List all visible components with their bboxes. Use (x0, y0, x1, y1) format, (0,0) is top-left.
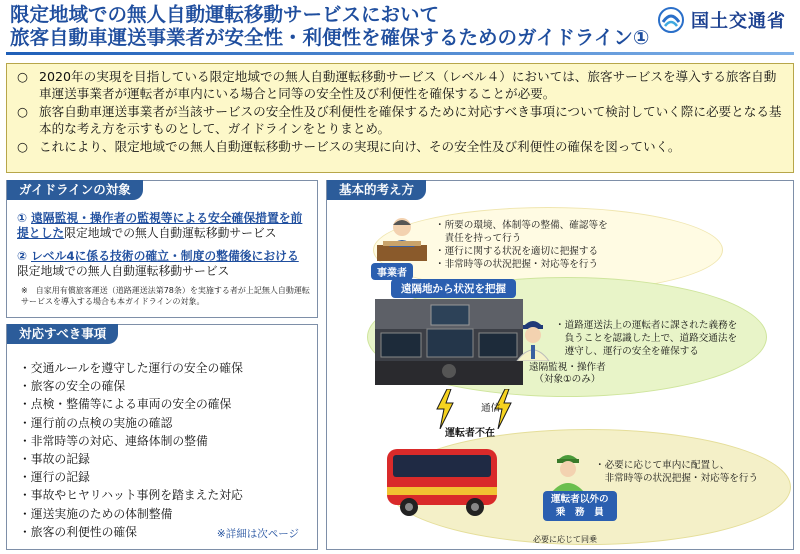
operator-label: 事業者 (371, 263, 413, 280)
crew-description (595, 459, 795, 485)
list-item: ・運行の記録 (19, 470, 90, 485)
desc-line: 非常時等の状況把握・対応等を行う (595, 473, 759, 484)
panel-title: ガイドラインの対象 (7, 180, 143, 200)
target-highlight: レベル4に係る技術の確立・制度の整備後における (31, 249, 299, 263)
operator-description (435, 219, 645, 271)
label-line: 運転者以外の (551, 494, 609, 505)
list-item: ・運行前の点検の実施の確認 (19, 415, 173, 430)
ministry-name: 国土交通省 (691, 11, 786, 32)
target-note: ※ 自家用有償旅客運送（道路運送法第78条）を実施する者が上記無人自動運転サービスを導入する場合も本ガイドラインの対象。 (21, 286, 310, 306)
target-rest: 限定地域での無人自動運転移動サービス (17, 264, 230, 278)
no-driver-label: 運転者不在 (445, 428, 495, 439)
list-item: ・運送実施のための体制整備 (19, 506, 173, 521)
target-rest: 限定地域での無人自動運転移動サービス (64, 226, 277, 240)
desc-line: ・必要に応じて車内に配置し、 (595, 460, 730, 471)
intro-item (17, 138, 783, 155)
panel-title: 対応すべき事項 (7, 324, 118, 344)
intro-text: 2020年の実現を目指している限定地域での無人自動運転移動サービス（レベル４）においては、旅客サービスを導入する旅客自動車運送事業者が運転者が車内にいる場合と同等の安全性及び利便性を確保することが必要。 (39, 69, 777, 101)
bullet-circle-icon: ○ (17, 104, 28, 119)
intro-text: 旅客自動車運送事業者が当該サービスの安全性及び利便性を確保するために対応すべき事項について検討していく際に必要となる基本的な考え方を示すものとして、ガイドラインをとりまとめ。 (39, 104, 782, 136)
target-number: ① (17, 211, 27, 225)
list-item: ・旅客の利便性の確保 (19, 524, 137, 539)
page-title-line-1: 限定地域での無人自動運転移動サービスにおいて (10, 3, 440, 26)
remote-operator-description (555, 319, 785, 358)
intro-text: これにより、限定地域での無人自動運転移動サービスの実現に向け、その安全性及び利便性の確保を図っていく。 (39, 139, 681, 154)
bullet-circle-icon: ○ (17, 139, 28, 154)
bullet-circle-icon: ○ (17, 69, 28, 84)
page-title-line-2: 旅客自動車運送事業者が安全性・利便性を確保するためのガイドライン① (10, 26, 650, 49)
list-item: ・事故の記録 (19, 452, 90, 467)
duties-panel (6, 324, 318, 550)
list-item: ・事故やヒヤリハット事例を踏まえた対応 (19, 488, 243, 503)
list-item: ・交通ルールを遵守した運行の安全の確保 (19, 361, 243, 375)
ministry-logo (657, 6, 786, 34)
desc-line: ・運行に関する状況を適切に把握する (435, 246, 599, 257)
communication-label: 通信 (481, 403, 501, 414)
duties-list (19, 359, 243, 541)
guideline-target-panel (6, 180, 318, 318)
remote-situation-label: 遠隔地から状況を把握 (391, 279, 516, 298)
crew-label (543, 491, 617, 521)
ride-along-label: 必要に応じて同乗 (533, 535, 597, 544)
target-item (17, 211, 309, 241)
bus-icon (383, 443, 501, 519)
list-item: ・旅客の安全の確保 (19, 379, 126, 394)
intro-box (6, 63, 794, 173)
remote-operator-icon (511, 315, 555, 361)
header-divider (6, 52, 794, 55)
basic-concept-panel (326, 180, 794, 550)
remote-operator-label (523, 361, 612, 387)
desc-line: ・非常時等の状況把握・対応等を行う (435, 259, 599, 270)
desc-line: ・道路運送法上の運転者に課された義務を (555, 320, 738, 331)
label-line: 乗 務 員 (555, 507, 604, 518)
label-line: （対象①のみ） (534, 374, 601, 385)
list-item: ・点検・整備等による車両の安全の確保 (19, 397, 232, 412)
intro-item (17, 68, 783, 102)
intro-item (17, 103, 783, 137)
desc-line: 遵守し、運行の安全を確保する (555, 346, 699, 357)
target-number: ② (17, 249, 27, 263)
desc-line: 責任を持って行う (435, 233, 522, 244)
panel-title: 基本的考え方 (327, 180, 426, 200)
label-line: 遠隔監視・操作者 (529, 362, 606, 373)
target-item (17, 249, 309, 279)
list-item: ・非常時等の対応、連絡体制の整備 (19, 433, 208, 448)
monitoring-room-photo (375, 299, 523, 385)
next-page-note: ※詳細は次ページ (216, 528, 299, 540)
crew-member-icon (545, 449, 591, 493)
mlit-logo-icon (657, 6, 685, 34)
desc-line: 負うことを認識した上で、道路交通法を (555, 333, 738, 344)
business-operator-icon (373, 213, 431, 265)
target-highlight: 遠隔監視・操作者の監視等による安全確保措置を前提とした (17, 211, 303, 240)
desc-line: ・所要の環境、体制等の整備、確認等を (435, 220, 608, 231)
